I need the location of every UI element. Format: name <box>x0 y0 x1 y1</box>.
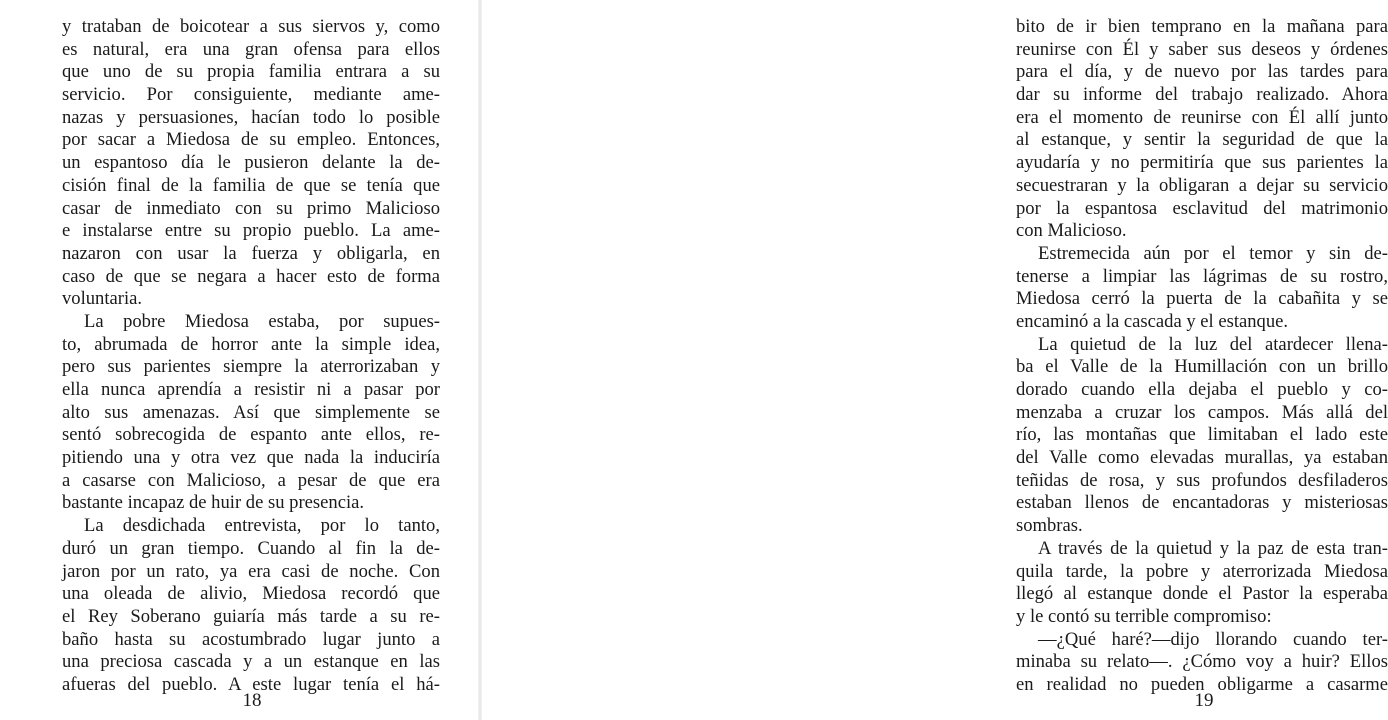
text-line: pitiendo una y otra vez que nada la induciría <box>62 447 440 469</box>
page-number-right: 19 <box>1194 690 1214 711</box>
text-line: pero sus parientes siempre la aterrorizaban y <box>62 356 440 378</box>
text-line: estaban llenos de encantadoras y misteriosas <box>1016 492 1388 514</box>
text-line: llegó al estanque donde el Pastor la esperaba <box>1016 583 1388 605</box>
text-line: alto sus amenazas. Así que simplemente se <box>62 401 440 423</box>
text-line: A través de la quietud y la paz de esta tran- <box>1038 537 1388 559</box>
text-line: menzaba a cruzar los campos. Más allá del <box>1016 401 1388 423</box>
right-page-text <box>1016 16 1388 697</box>
text-line: un espantoso día le pusieron delante la de- <box>62 152 440 174</box>
text-line: quila tarde, la pobre y aterrorizada Miedosa <box>1016 560 1388 582</box>
left-page-text <box>62 16 440 697</box>
text-line: afueras del pueblo. A este lugar tenía el há- <box>62 673 440 695</box>
text-line: baño hasta su acostumbrado lugar junto a <box>62 628 440 650</box>
text-line: río, las montañas que limitaban el lado este <box>1016 424 1388 446</box>
text-line: del Valle como elevadas murallas, ya estaban <box>1016 447 1388 469</box>
text-line: a casarse con Malicioso, a pesar de que era <box>62 469 440 491</box>
text-line: jaron por un rato, ya era casi de noche. Con <box>62 560 440 582</box>
text-line: dar su informe del trabajo realizado. Ahora <box>1016 84 1388 106</box>
text-line: sombras. <box>1016 515 1083 537</box>
text-line: bastante incapaz de huir de su presencia. <box>62 492 365 514</box>
text-line: dorado cuando ella dejaba el pueblo y co- <box>1016 379 1388 400</box>
text-line: en realidad no pueden obligarme a casarme <box>1016 673 1388 695</box>
text-line: una oleada de alivio, Miedosa recordó que <box>62 583 440 605</box>
text-line: que uno de su propia familia entrara a su <box>62 61 440 83</box>
text-line: servicio. Por consiguiente, mediante ame- <box>62 84 440 106</box>
text-line: cisión final de la familia de que se tenía que <box>62 174 440 196</box>
text-line: nazas y persuasiones, hacían todo lo posible <box>62 106 440 128</box>
text-line: reunirse con Él y saber sus deseos y órdenes <box>1016 38 1388 60</box>
text-line: ba el Valle de la Humillación con un brillo <box>1016 356 1388 378</box>
text-line: sentó sobrecogida de espanto ante ellos, re- <box>62 424 440 446</box>
text-line: casar de inmediato con su primo Malicioso <box>62 197 440 219</box>
page-number-left: 18 <box>242 690 262 711</box>
text-line: —¿Qué haré?—dijo llorando cuando ter- <box>1038 628 1388 650</box>
text-line: caso de que se negara a hacer esto de forma <box>62 265 440 287</box>
text-line: el Rey Soberano guiaría más tarde a su re- <box>62 605 440 627</box>
text-line: ayudaría y no permitiría que sus parientes la <box>1016 152 1388 174</box>
text-line: ella nunca aprendía a resistir ni a pasar por <box>62 379 440 400</box>
text-line: to, abrumada de horror ante la simple idea, <box>62 333 440 355</box>
text-line: nazaron con usar la fuerza y obligarla, en <box>62 242 440 264</box>
text-line: minaba su relato—. ¿Cómo voy a huir? Ellos <box>1016 651 1388 673</box>
text-line: era el momento de reunirse con Él allí junto <box>1016 106 1388 128</box>
text-line: Miedosa cerró la puerta de la cabañita y se <box>1016 288 1388 310</box>
text-line: tenerse a limpiar las lágrimas de su rostro, <box>1016 265 1388 287</box>
right-page <box>480 0 1388 720</box>
text-line: para el día, y de nuevo por las tardes para <box>1016 61 1388 83</box>
text-line: encaminó a la cascada y el estanque. <box>1016 310 1289 332</box>
text-line: La pobre Miedosa estaba, por supues- <box>84 310 440 332</box>
text-line: bito de ir bien temprano en la mañana para <box>1016 16 1388 37</box>
left-page <box>0 0 480 720</box>
text-line: La desdichada entrevista, por lo tanto, <box>84 515 440 537</box>
text-line: por sacar a Miedosa de su empleo. Entonces, <box>62 129 440 151</box>
text-line: voluntaria. <box>62 288 143 310</box>
text-line: duró un gran tiempo. Cuando al fin la de- <box>62 537 440 559</box>
text-line: secuestraran y la obligaran a dejar su servicio <box>1016 174 1388 196</box>
text-line: al estanque, y sentir la seguridad de que la <box>1016 129 1388 151</box>
text-line: es natural, era una gran ofensa para ellos <box>62 38 440 60</box>
text-line: Estremecida aún por el temor y sin de- <box>1038 242 1388 264</box>
text-line: teñidas de rosa, y sus profundos desfiladeros <box>1016 469 1388 491</box>
text-line: e instalarse entre su propio pueblo. La ame- <box>62 220 440 242</box>
text-line: por la espantosa esclavitud del matrimonio <box>1016 197 1388 219</box>
text-line: y trataban de boicotear a sus siervos y, como <box>62 16 440 37</box>
text-line: La quietud de la luz del atardecer llena- <box>1038 333 1388 355</box>
text-line: una preciosa cascada y a un estanque en las <box>62 651 440 673</box>
text-line: y le contó su terrible compromiso: <box>1016 605 1272 627</box>
text-line: con Malicioso. <box>1016 220 1127 242</box>
